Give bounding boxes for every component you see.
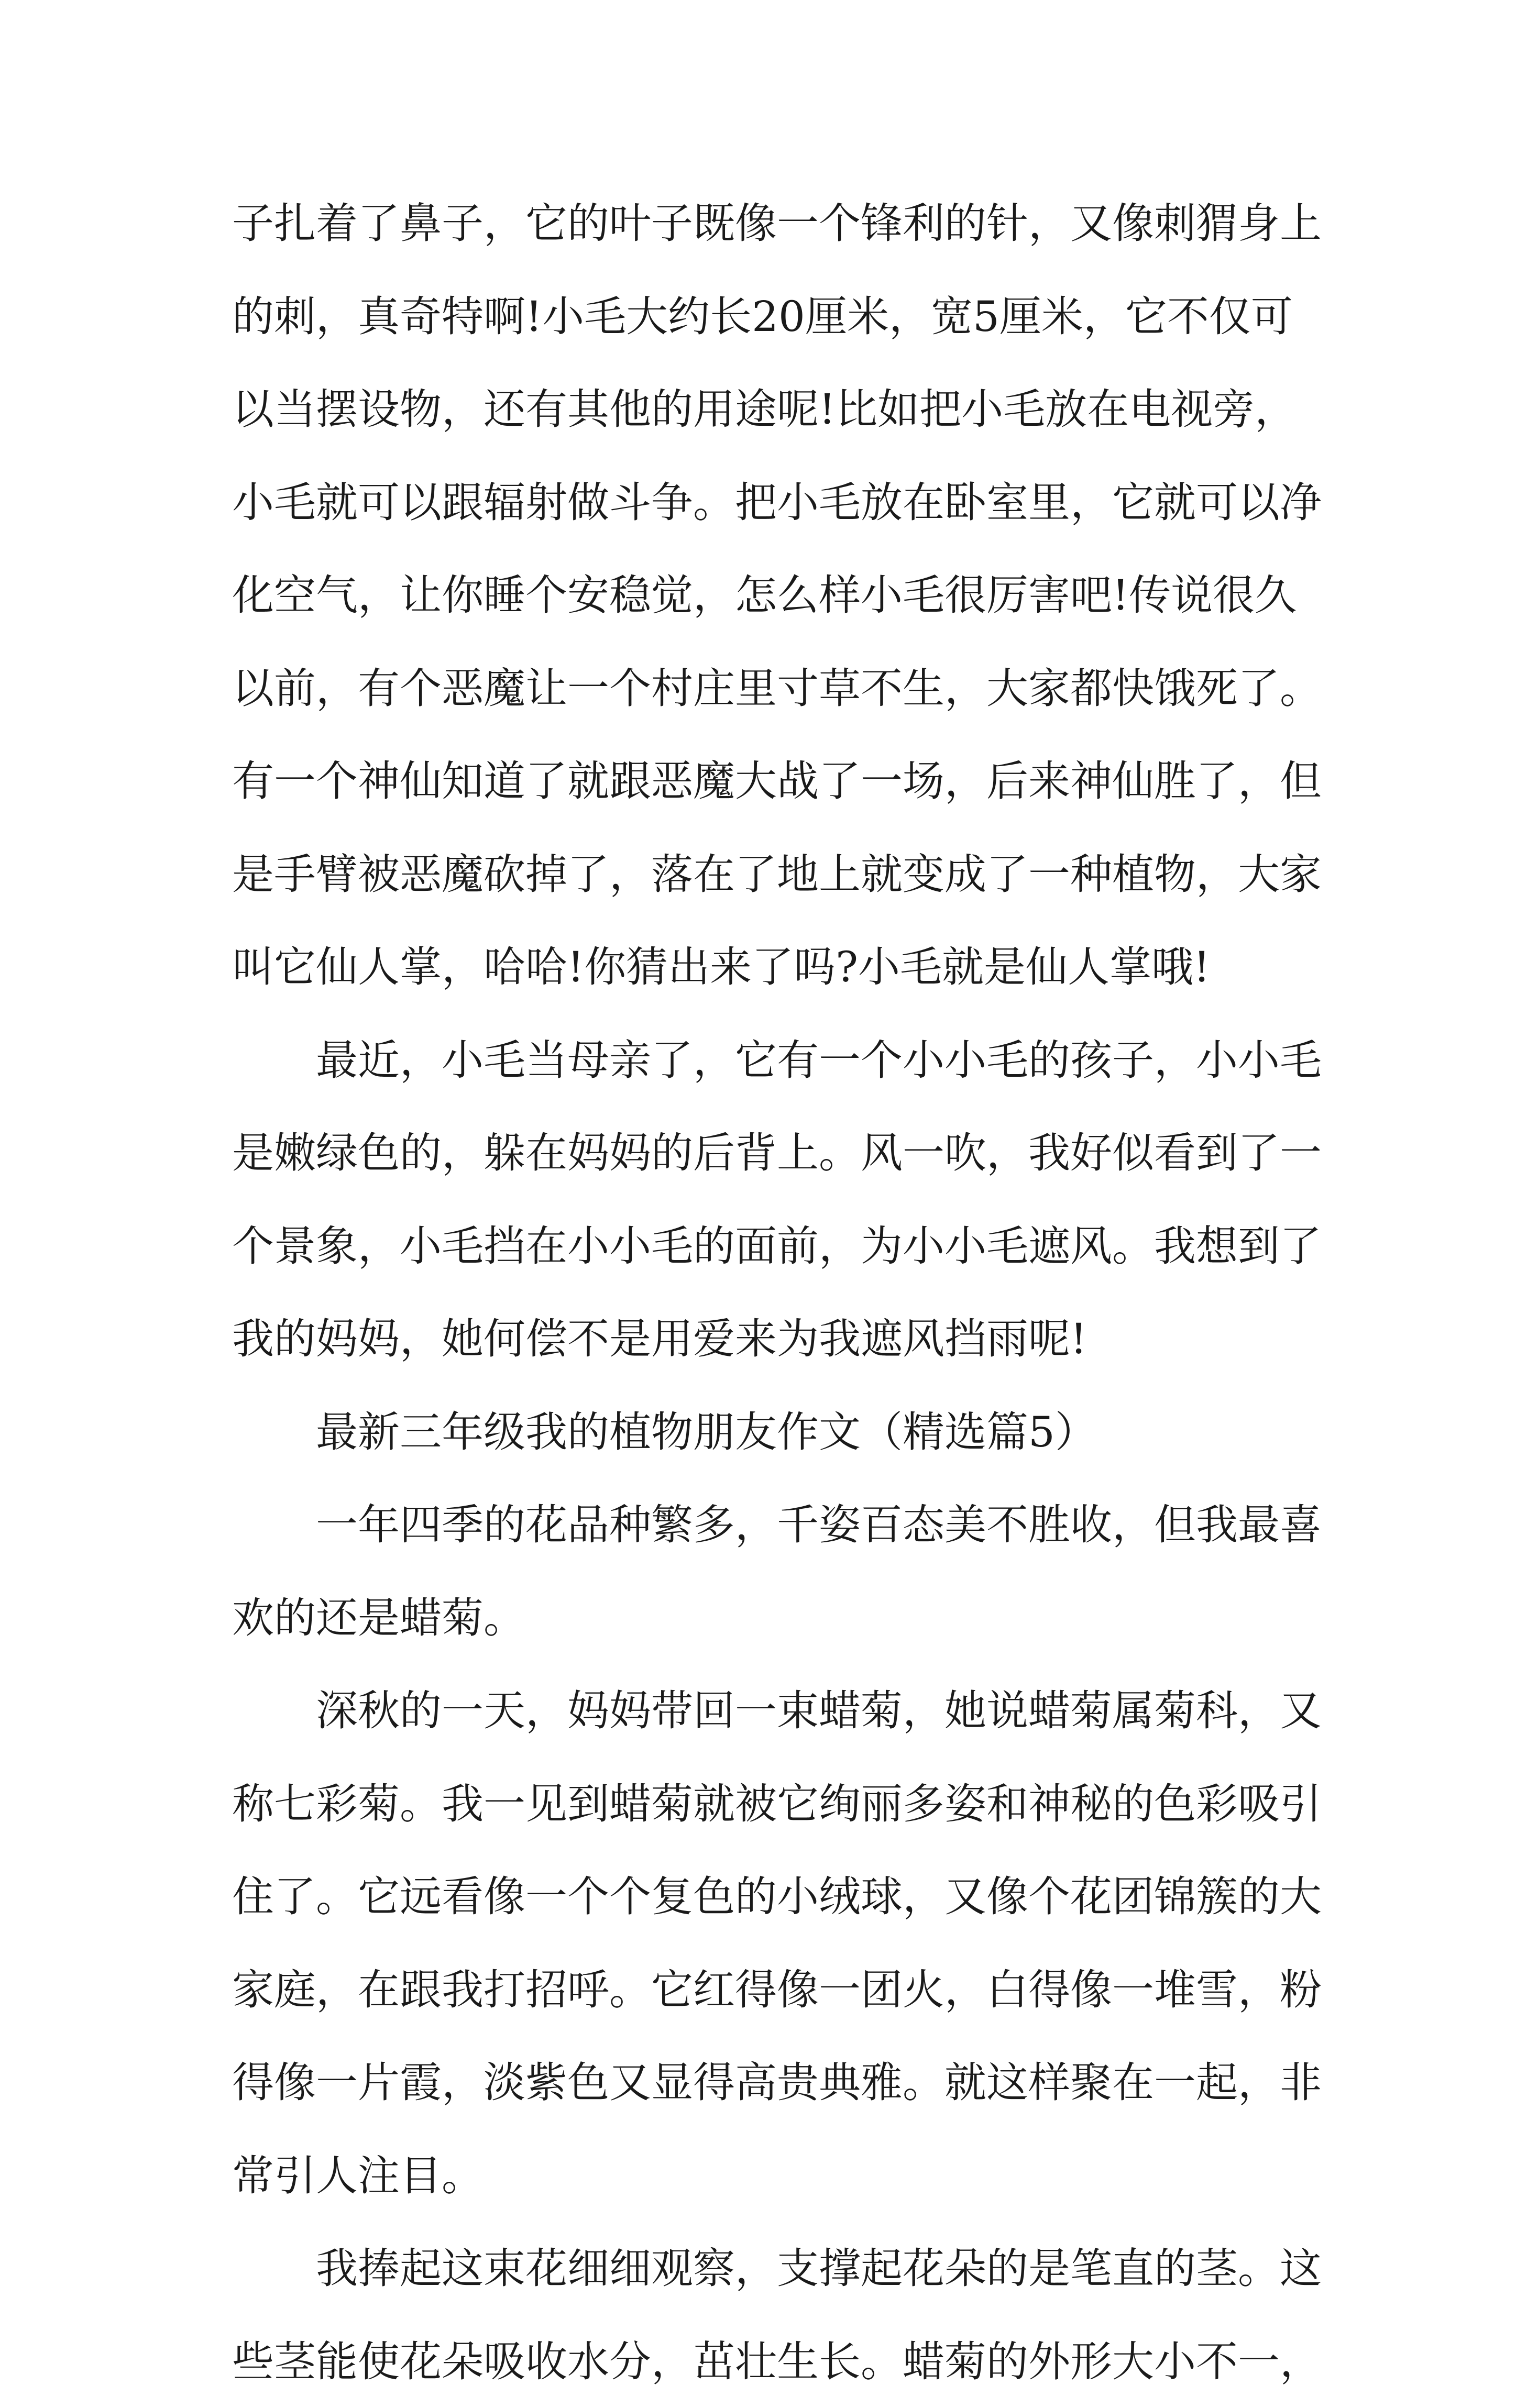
text-line: 以前，有个恶魔让一个村庄里寸草不生，大家都快饿死了。 [232,642,1295,735]
text-line: 些茎能使花朵吸收水分，茁壮生长。蜡菊的外形大小不一， [232,2315,1295,2408]
text-line: 家庭，在跟我打招呼。它红得像一团火，白得像一堆雪，粉 [232,1943,1295,2037]
document-body [232,177,1295,2408]
text-line: 常引人注目。 [232,2129,1295,2223]
text-line: 子扎着了鼻子，它的叶子既像一个锋利的针，又像刺猬身上 [232,177,1295,270]
text-line: 以当摆设物，还有其他的用途呢!比如把小毛放在电视旁， [232,363,1295,456]
text-line: 化空气，让你睡个安稳觉，怎么样小毛很厉害吧!传说很久 [232,549,1295,642]
paragraph-start-line: 一年四季的花品种繁多，千姿百态美不胜收，但我最喜 [232,1478,1295,1572]
text-line: 是嫩绿色的，躲在妈妈的后背上。风一吹，我好似看到了一 [232,1107,1295,1200]
text-line: 个景象，小毛挡在小小毛的面前，为小小毛遮风。我想到了 [232,1200,1295,1293]
text-line: 有一个神仙知道了就跟恶魔大战了一场，后来神仙胜了，但 [232,735,1295,828]
text-line: 叫它仙人掌，哈哈!你猜出来了吗?小毛就是仙人掌哦! [232,921,1295,1014]
text-line: 的刺，真奇特啊!小毛大约长20厘米，宽5厘米，它不仅可 [232,270,1295,363]
text-line: 欢的还是蜡菊。 [232,1572,1295,1665]
text-line: 小毛就可以跟辐射做斗争。把小毛放在卧室里，它就可以净 [232,456,1295,549]
paragraph-start-line: 深秋的一天，妈妈带回一束蜡菊，她说蜡菊属菊科，又 [232,1664,1295,1758]
paragraph-start-line: 最近，小毛当母亲了，它有一个小小毛的孩子，小小毛 [232,1014,1295,1107]
paragraph-start-line: 我捧起这束花细细观察，支撑起花朵的是笔直的茎。这 [232,2222,1295,2315]
text-line: 称七彩菊。我一见到蜡菊就被它绚丽多姿和神秘的色彩吸引 [232,1758,1295,1851]
text-line: 住了。它远看像一个个复色的小绒球，又像个花团锦簇的大 [232,1850,1295,1943]
text-line: 得像一片霞，淡紫色又显得高贵典雅。就这样聚在一起，非 [232,2036,1295,2129]
section-heading: 最新三年级我的植物朋友作文（精选篇5） [232,1386,1295,1479]
text-line: 是手臂被恶魔砍掉了，落在了地上就变成了一种植物，大家 [232,828,1295,921]
text-line: 我的妈妈，她何偿不是用爱来为我遮风挡雨呢! [232,1293,1295,1386]
